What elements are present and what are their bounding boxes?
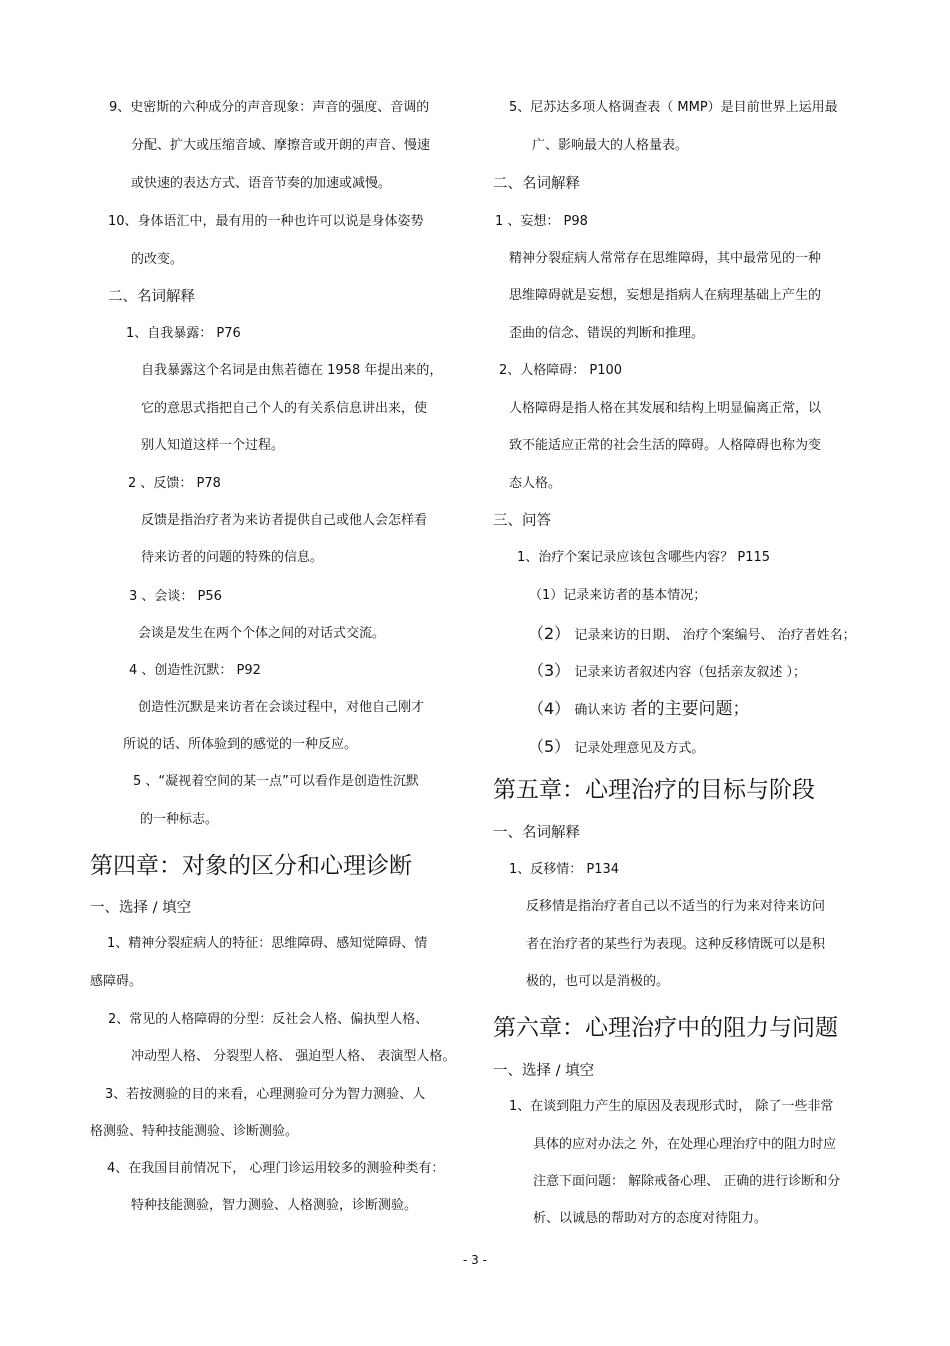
left-choice2-line1: 2、常见的人格障碍的分型：反社会人格、偏执型人格、 — [108, 1012, 429, 1027]
left-term2-line2: 待来访者的问题的特殊的信息。 — [141, 550, 324, 565]
left-term4-line1: 创造性沉默是来访者在会谈过程中，对他自己刚才 — [138, 700, 425, 715]
right-term2-line1: 人格障碍是指人格在其发展和结构上明显偏离正常，以 — [509, 401, 822, 416]
item-number: （2） — [528, 624, 571, 643]
right-ch6-choice1-line2: 具体的应对办法之 外，在处理心理治疗中的阻力时应 — [533, 1137, 837, 1152]
left-section-terms-heading: 二、名词解释 — [108, 289, 195, 305]
left-term4-line2: 所说的话、所体验到的感觉的一种反应。 — [123, 737, 358, 752]
item-text: 记录来访的日期、 治疗个案编号、 治疗者姓名； — [574, 628, 856, 643]
page-number: - 3 - — [463, 1253, 487, 1267]
left-term2-line1: 反馈是指治疗者为来访者提供自己或他人会怎样看 — [141, 513, 428, 528]
left-term1-line3: 别人知道这样一个过程。 — [141, 438, 285, 453]
left-q9-line1: 9、史密斯的六种成分的声音现象：声音的强度、音调的 — [109, 100, 430, 115]
right-choice5-line2: 广、影响最大的人格量表。 — [532, 138, 689, 153]
item-text: 记录来访者叙述内容（包括亲友叙述 ）； — [574, 665, 806, 680]
chapter5-title: 第五章：心理治疗的目标与阶段 — [493, 777, 815, 803]
left-q10-line2: 的改变。 — [131, 252, 184, 267]
left-term3-line1: 会谈是发生在两个个体之间的对话式交流。 — [138, 626, 386, 641]
left-choice4-line1: 4、在我国目前情况下， 心理门诊运用较多的测验种类有： — [107, 1161, 445, 1176]
left-choice3-line2: 格测验、特种技能测验、诊断测验。 — [90, 1124, 299, 1139]
left-q9-line3: 或快速的表达方式、语音节奏的加速或减慢。 — [131, 176, 392, 191]
right-term1-line2: 思维障碍就是妄想，妄想是指病人在病理基础上产生的 — [509, 288, 822, 303]
left-choice4-line2: 特种技能测验，智力测验、人格测验，诊断测验。 — [131, 1198, 418, 1213]
right-ch5-term1-line2: 者在治疗者的某些行为表现。这种反移情既可以是积 — [526, 937, 826, 952]
right-term1-title: 1 、妄想： P98 — [495, 214, 588, 229]
right-term2-title: 2、人格障碍： P100 — [499, 363, 623, 378]
right-ch6-choice1-line1: 1、在谈到阻力产生的原因及表现形式时， 除了一些非常 — [509, 1099, 834, 1114]
left-q10-line1: 10、身体语汇中，最有用的一种也许可以说是身体姿势 — [108, 214, 424, 229]
left-term3-title: 3 、会谈： P56 — [129, 589, 222, 604]
chapter6-title: 第六章：心理治疗中的阻力与问题 — [493, 1015, 838, 1041]
left-choice1-line1: 1、精神分裂症病人的特征：思维障碍、感知觉障碍、情 — [107, 936, 428, 951]
right-qa1-title: 1、治疗个案记录应该包含哪些内容？ P115 — [517, 550, 771, 565]
right-section-terms-heading: 二、名词解释 — [493, 176, 580, 192]
item-text: 记录处理意见及方式。 — [574, 741, 705, 756]
left-term1-line1: 自我暴露这个名词是由焦若德在 1958 年提出来的， — [141, 363, 443, 378]
right-term2-line3: 态人格。 — [509, 476, 562, 491]
right-qa1-item3 — [528, 662, 806, 682]
left-term1-title: 1、自我暴露： P76 — [126, 326, 241, 341]
right-ch5-term1-title: 1、反移情： P134 — [509, 862, 620, 877]
right-term2-line2: 致不能适应正常的社会生活的障碍。人格障碍也称为变 — [509, 438, 822, 453]
right-term1-line1: 精神分裂症病人常常存在思维障碍，其中最常见的一种 — [509, 251, 822, 266]
right-qa1-item2 — [528, 625, 856, 645]
left-choice1-line2: 感障碍。 — [90, 974, 143, 989]
left-choice3-line1: 3、若按测验的目的来看，心理测验可分为智力测验、人 — [105, 1087, 426, 1102]
right-ch6-choice1-line3: 注意下面问题： 解除戒备心理、 正确的进行诊断和分 — [533, 1174, 841, 1189]
left-item5-line1: 5 、“凝视着空间的某一点”可以看作是创造性沉默 — [133, 774, 419, 789]
right-qa1-item4 — [528, 700, 749, 720]
right-choice5-line1: 5、尼苏达多项人格调查表（ MMP）是目前世界上运用最 — [509, 100, 838, 115]
right-qa1-item5 — [528, 738, 704, 758]
item-text: 确认来访 — [574, 703, 627, 718]
left-item5-line2: 的一种标志。 — [140, 812, 219, 827]
right-ch6-choice1-line4: 析、以诚恳的帮助对方的态度对待阻力。 — [533, 1211, 768, 1226]
item-text-large: 者的主要问题； — [630, 699, 750, 719]
left-choice2-line2: 冲动型人格、 分裂型人格、 强迫型人格、 表演型人格。 — [131, 1049, 456, 1064]
right-ch5-term1-line3: 极的，也可以是消极的。 — [526, 974, 670, 989]
item-number: （3） — [528, 661, 571, 680]
chapter4-title: 第四章：对象的区分和心理诊断 — [90, 853, 412, 879]
right-section-qa-heading: 三、问答 — [493, 513, 551, 529]
left-term2-title: 2 、反馈： P78 — [128, 476, 221, 491]
chapter6-section-choice-heading: 一、选择 / 填空 — [493, 1063, 595, 1079]
right-term1-line3: 歪曲的信念、错误的判断和推理。 — [509, 326, 705, 341]
left-q9-line2: 分配、扩大或压缩音域、摩擦音或开朗的声音、慢速 — [131, 138, 431, 153]
item-number: （4） — [528, 699, 571, 718]
item-number: （5） — [528, 737, 571, 756]
right-qa1-item1: （1）记录来访者的基本情况； — [529, 588, 707, 603]
right-ch5-term1-line1: 反移情是指治疗者自己以不适当的行为来对待来访问 — [526, 899, 826, 914]
chapter5-section-terms-heading: 一、名词解释 — [493, 825, 580, 841]
left-term4-title: 4 、创造性沉默： P92 — [129, 663, 261, 678]
left-term1-line2: 它的意思式指把自己个人的有关系信息讲出来，使 — [141, 401, 428, 416]
chapter4-section-choice-heading: 一、选择 / 填空 — [90, 900, 192, 916]
